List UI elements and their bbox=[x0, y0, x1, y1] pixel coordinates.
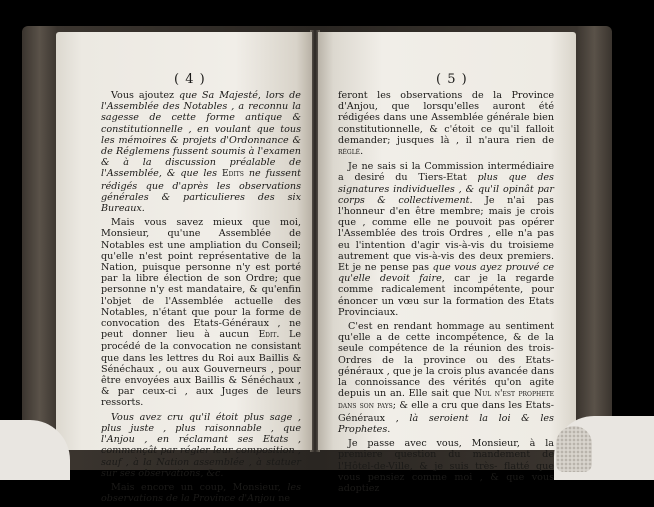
text-run: là seroient la loi & les Prophetes bbox=[338, 412, 554, 435]
glove-fingertip bbox=[556, 426, 592, 472]
paragraph bbox=[338, 438, 554, 494]
text-run: , bbox=[257, 90, 266, 101]
text-run: . bbox=[387, 423, 391, 435]
paragraph bbox=[101, 412, 301, 479]
text-run: que vous ayez prouvé ce qu'elle devoit faire bbox=[338, 262, 554, 285]
text-run: ne fussent rédigés que d'après les observations générales & particulieres des six Bureaux. bbox=[101, 168, 301, 215]
text-run: réglé bbox=[338, 147, 361, 158]
paragraph bbox=[101, 90, 301, 214]
text-run: Edit bbox=[258, 330, 277, 341]
right-page bbox=[318, 32, 576, 494]
text-run: Vous avez cru qu'il étoit plus sage , plus juste , plus raisonnable , que l'Anjou , en réclamant ses Etats , commençât par régler leur composition , sauf , à la Nation assemblée , à statuer sur ses observations, &c. bbox=[101, 411, 301, 479]
paragraph bbox=[338, 161, 554, 318]
text-run: Mais vous savez mieux que moi, Monsieur, qu'une Assemblée de Notables est une ampliation du Conseil; qu'elle n'est point représentative de la Nation, puisque personne n'y est porté par la libre élection de son Ordre; que personne n'y est mandataire, & qu'enfin l'objet de l'Assemblée actuelle des Notables, n'étant que pour la forme de convocation des Etats-Généraux , ne peut donner lieu à aucun bbox=[101, 217, 301, 341]
text-run: Edits bbox=[222, 169, 244, 180]
page-number-left: ( 4 ) bbox=[174, 72, 206, 87]
text-run: plus que des signatures individuelles , & qu'il opinât par corps & collectivement bbox=[338, 172, 554, 206]
text-run: Vous ajoutez bbox=[111, 90, 180, 101]
left-page bbox=[56, 32, 312, 505]
text-run: . Le procédé de la convocation ne consistant que dans les lettres du Roi aux Baillis & Sénéchaux , ou aux Gouverneurs , pour être envoyées aux Baillis & Sénéchaux , & par ceux-ci , aux Juges de leurs ressorts. bbox=[101, 329, 301, 409]
text-run: Nul n'est prophete dans son pays bbox=[338, 389, 555, 412]
text-run: ne bbox=[275, 493, 291, 505]
text-run: . Je n'ai pas l'honneur d'en être membre; mais je crois que , comme elle ne pouvoit pas opérer l'Assemblée des trois Ordres , elle n'a pas eu l'intention d'agir vis-à-vis du troisieme autrement que vis-à-vis des deux premiers. Et je ne pense pas bbox=[338, 194, 554, 274]
text-run: lors de l'Assemblée des Notables , a reconnu la sagesse de cette forme antique & constitutionnelle , en voulant que tous les mémoires & projets d'Ordonnance & de Réglemens fussent soumis à l'examen & à la discussion préalable de l'Assemblée, & que les bbox=[101, 90, 301, 180]
paragraph bbox=[338, 321, 554, 435]
text-run: les observations de la Province d'Anjou bbox=[101, 481, 301, 505]
text-run: que Sa Majesté bbox=[179, 90, 258, 101]
text-run: Mais encore un coup, Monsieur, bbox=[111, 481, 288, 493]
left-page-text bbox=[101, 90, 301, 507]
text-run: Je passe avec vous, Monsieur, à la premiere question du mandement de l'Hôtel-de-Ville, & je suis très- flatté que vous pensiez comme moi , & que vous adoptiez bbox=[338, 438, 554, 494]
text-run: feront les observations de la Province d'Anjou, que lorsqu'elles auront été rédigées dans une Assemblée générale bien constitutionnelle, & c'étoit ce qu'il falloit demander; jusques là , il n'aura rien de bbox=[338, 90, 554, 146]
page-number-right: ( 5 ) bbox=[436, 72, 468, 87]
text-run: C'est en rendant hommage au sentiment qu'elle a de cette incompétence, & de la seule compétence de la réunion des trois-Ordres de la province ou des Etats-généraux , que je la crois plus avancée dans la connoissance des vérités qu'on agite depuis un an. Elle sait que bbox=[338, 321, 554, 400]
text-run: ; & elle a cru que dans les Etats-Généraux , bbox=[338, 400, 555, 424]
text-run: . bbox=[360, 146, 364, 158]
right-page-text bbox=[338, 90, 554, 497]
paragraph bbox=[101, 482, 301, 504]
text-run: , car je la regarde comme radicalement incompétente, pour énoncer un vœu sur la formation des Etats Provinciaux. bbox=[338, 273, 554, 318]
text-run: Je ne sais si la Commission intermédiaire a desiré du Tiers-Etat bbox=[338, 161, 554, 184]
paragraph bbox=[101, 217, 301, 408]
paragraph bbox=[338, 90, 554, 158]
